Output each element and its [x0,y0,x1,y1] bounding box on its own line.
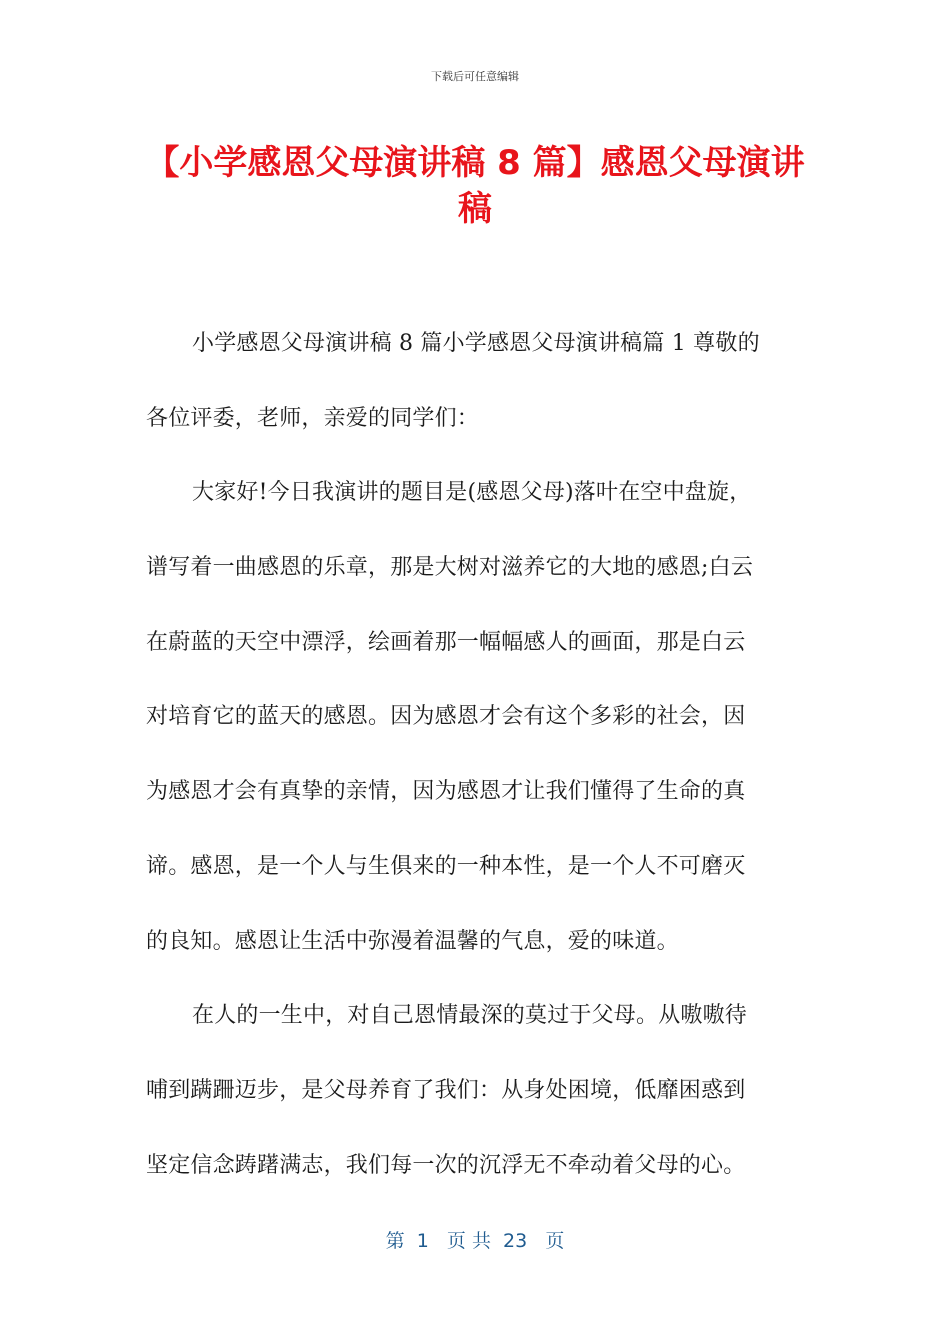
paragraph-line: 谱写着一曲感恩的乐章，那是大树对滋养它的大地的感恩;白云 [146,555,754,581]
paragraph-line: 哺到蹒跚迈步，是父母养育了我们：从身处困境，低靡困惑到 [146,1077,746,1103]
paragraph-line: 大家好!今日我演讲的题目是(感恩父母)落叶在空中盘旋， [192,480,752,506]
document-title: 【小学感恩父母演讲稿 8 篇】感恩父母演讲稿 [145,143,805,229]
paragraph-line: 小学感恩父母演讲稿 8 篇小学感恩父母演讲稿篇 1 尊敬的 [192,331,760,356]
document-body [146,307,806,1203]
page-footer: 第 1 页 共 23 页 [385,1230,565,1252]
paragraph-line: 在蔚蓝的天空中漂浮，绘画着那一幅幅感人的画面，那是白云 [146,629,746,655]
header-note: 下载后可任意编辑 [431,70,519,83]
paragraph-line: 坚定信念踌躇满志，我们每一次的沉浮无不牵动着父母的心。 [146,1152,746,1178]
paragraph-line: 各位评委，老师，亲爱的同学们： [146,405,480,431]
paragraph-line: 在人的一生中，对自己恩情最深的莫过于父母。从嗷嗷待 [192,1003,748,1029]
paragraph-line: 的良知。感恩让生活中弥漫着温馨的气息，爱的味道。 [146,928,679,954]
paragraph-line: 对培育它的蓝天的感恩。因为感恩才会有这个多彩的社会，因 [146,704,746,730]
paragraph-line: 为感恩才会有真挚的亲情，因为感恩才让我们懂得了生命的真 [146,779,746,805]
paragraph-line: 谛。感恩，是一个人与生俱来的一种本性，是一个人不可磨灭 [146,853,746,879]
